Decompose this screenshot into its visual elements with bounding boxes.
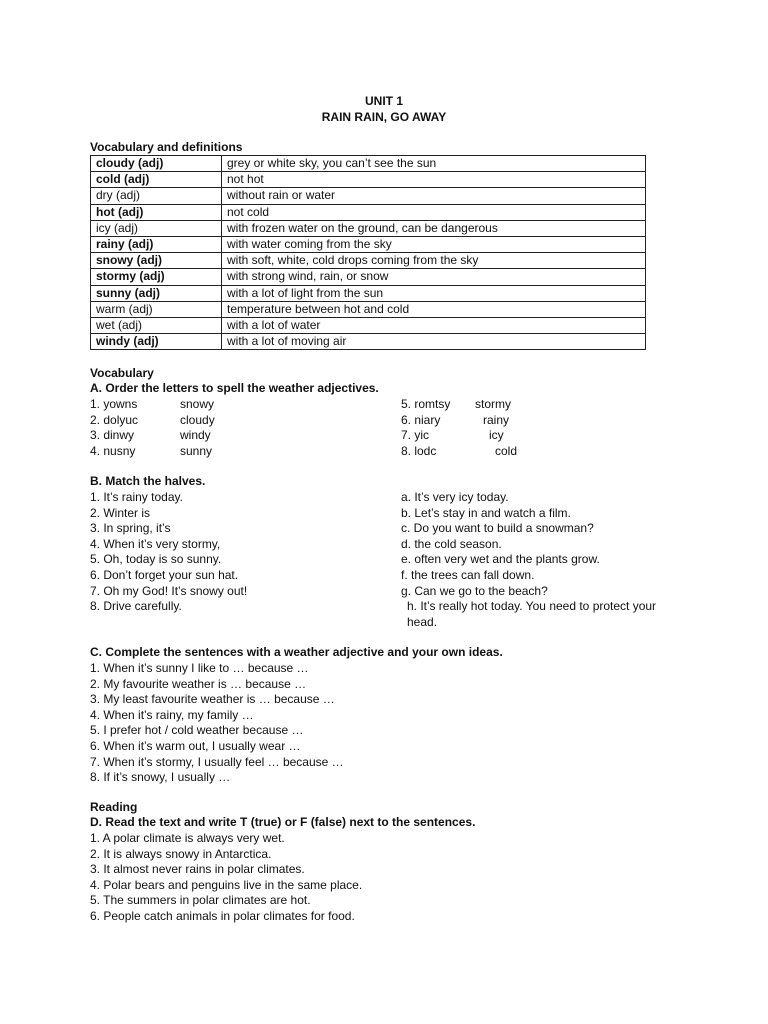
vocab-definition-cell: with a lot of water	[222, 318, 646, 334]
table-row	[91, 285, 646, 301]
list-item: head.	[407, 614, 438, 629]
scrambled-word: 4. nusny	[90, 443, 136, 458]
list-item: 6. When it’s warm out, I usually wear …	[90, 738, 301, 753]
table-row	[91, 334, 646, 350]
list-item: 3. It almost never rains in polar climates.	[90, 862, 305, 877]
table-row	[91, 156, 646, 172]
page-title: RAIN RAIN, GO AWAY	[321, 110, 447, 124]
list-item: 2. Winter is	[90, 505, 151, 520]
vocab-definition-cell: with a lot of moving air	[222, 334, 646, 350]
list-item	[90, 428, 215, 444]
list-item: 2. It is always snowy in Antarctica.	[90, 846, 272, 861]
answer-word: rainy	[483, 412, 510, 427]
list-item: d. the cold season.	[401, 536, 502, 551]
list-item: 5. Oh, today is so sunny.	[90, 552, 222, 567]
list-item: c. Do you want to build a snowman?	[401, 521, 594, 536]
vocab-definition-cell: not cold	[222, 204, 646, 220]
scrambled-word: 6. niary	[401, 412, 441, 427]
list-item: 3. In spring, it’s	[90, 521, 171, 536]
list-item	[90, 444, 215, 460]
scrambled-word: 7. yic	[401, 428, 430, 443]
answer-word: cloudy	[180, 412, 215, 427]
list-item: 1. A polar climate is always very wet.	[90, 831, 285, 845]
list-item: a. It’s very icy today.	[401, 490, 509, 504]
vocab-word-cell: dry (adj)	[91, 188, 222, 204]
vocab-definition-cell: without rain or water	[222, 188, 646, 204]
table-row	[91, 269, 646, 285]
vocab-definition-cell: with frozen water on the ground, can be dangerous	[222, 220, 646, 236]
list-item	[401, 397, 517, 413]
section-d-heading: Reading	[90, 800, 138, 814]
vocab-word-cell: snowy (adj)	[91, 253, 222, 269]
table-row	[91, 220, 646, 236]
unit-label: UNIT 1	[364, 94, 403, 108]
vocab-word-cell: hot (adj)	[91, 204, 222, 220]
vocab-definition-cell: grey or white sky, you can’t see the sun	[222, 156, 646, 172]
table-row	[91, 301, 646, 317]
list-item: g. Can we go to the beach?	[401, 583, 548, 598]
list-item: 1. When it’s sunny I like to … because …	[90, 661, 309, 675]
list-item: 8. Drive carefully.	[90, 599, 182, 614]
vocab-word-cell: rainy (adj)	[91, 237, 222, 253]
list-item: 5. The summers in polar climates are hot.	[90, 893, 311, 908]
list-item: e. often very wet and the plants grow.	[401, 552, 600, 567]
vocab-definition-cell: with a lot of light from the sun	[222, 285, 646, 301]
vocab-word-cell: icy (adj)	[91, 220, 222, 236]
list-item	[401, 428, 517, 444]
vocab-word-cell: cold (adj)	[91, 172, 222, 188]
answer-word: cold	[495, 443, 518, 458]
scrambled-word: 3. dinwy	[90, 428, 135, 443]
list-item: f. the trees can fall down.	[401, 567, 535, 582]
list-item	[90, 397, 215, 413]
list-item: 8. If it’s snowy, I usually …	[90, 770, 231, 785]
scrambled-word: 2. dolyuc	[90, 412, 139, 427]
list-item: 6. Don’t forget your sun hat.	[90, 567, 239, 582]
section-c-instruction: C. Complete the sentences with a weather adjective and your own ideas.	[90, 645, 503, 659]
section-a-right-list	[401, 397, 517, 459]
answer-word: icy	[489, 428, 504, 443]
list-item: 5. I prefer hot / cold weather because …	[90, 723, 304, 738]
vocab-word-cell: sunny (adj)	[91, 285, 222, 301]
vocab-heading: Vocabulary and definitions	[90, 140, 243, 154]
vocab-definition-cell: with soft, white, cold drops coming from the sky	[222, 253, 646, 269]
list-item: 2. My favourite weather is … because …	[90, 676, 307, 691]
table-row	[91, 318, 646, 334]
list-item: 7. Oh my God! It’s snowy out!	[90, 583, 248, 598]
answer-word: snowy	[180, 397, 215, 411]
vocab-word-cell: warm (adj)	[91, 301, 222, 317]
scrambled-word: 5. romtsy	[401, 397, 451, 411]
vocab-definition-cell: not hot	[222, 172, 646, 188]
list-item	[401, 413, 517, 429]
list-item	[401, 444, 517, 460]
section-d-list	[90, 831, 362, 925]
vocab-definition-cell: with strong wind, rain, or snow	[222, 269, 646, 285]
section-b-right-list	[401, 490, 656, 630]
table-row	[91, 188, 646, 204]
vocab-table	[90, 155, 646, 350]
list-item: 4. When it’s very stormy,	[90, 536, 221, 551]
list-item: 4. Polar bears and penguins live in the same place.	[90, 877, 363, 892]
section-b-instruction: B. Match the halves.	[90, 474, 206, 488]
list-item: 3. My least favourite weather is … because …	[90, 692, 335, 707]
scrambled-word: 1. yowns	[90, 397, 138, 411]
section-c-list	[90, 661, 344, 786]
list-item: 6. People catch animals in polar climates for food.	[90, 908, 355, 923]
vocab-definition-cell: temperature between hot and cold	[222, 301, 646, 317]
list-item: h. It’s really hot today. You need to protect your	[407, 599, 657, 614]
vocab-word-cell: stormy (adj)	[91, 269, 222, 285]
table-row	[91, 204, 646, 220]
answer-word: sunny	[180, 443, 213, 458]
list-item: 4. When it’s rainy, my family …	[90, 707, 254, 722]
list-item	[90, 413, 215, 429]
table-row	[91, 253, 646, 269]
vocab-word-cell: wet (adj)	[91, 318, 222, 334]
list-item: b. Let’s stay in and watch a film.	[401, 505, 571, 520]
section-d-instruction: D. Read the text and write T (true) or F (false) next to the sentences.	[90, 815, 476, 829]
table-row	[91, 237, 646, 253]
vocab-word-cell: windy (adj)	[91, 334, 222, 350]
list-item: 7. When it’s stormy, I usually feel … because …	[90, 754, 344, 769]
answer-word: stormy	[475, 397, 511, 411]
scrambled-word: 8. lodc	[401, 443, 437, 458]
answer-word: windy	[180, 428, 211, 443]
section-a-heading: Vocabulary	[90, 366, 154, 380]
section-b-left-list	[90, 490, 247, 615]
section-a-left-list	[90, 397, 215, 459]
section-a-instruction: A. Order the letters to spell the weather adjectives.	[90, 381, 379, 395]
list-item: 1. It’s rainy today.	[90, 490, 183, 504]
vocab-word-cell: cloudy (adj)	[91, 156, 222, 172]
table-row	[91, 172, 646, 188]
vocab-definition-cell: with water coming from the sky	[222, 237, 646, 253]
